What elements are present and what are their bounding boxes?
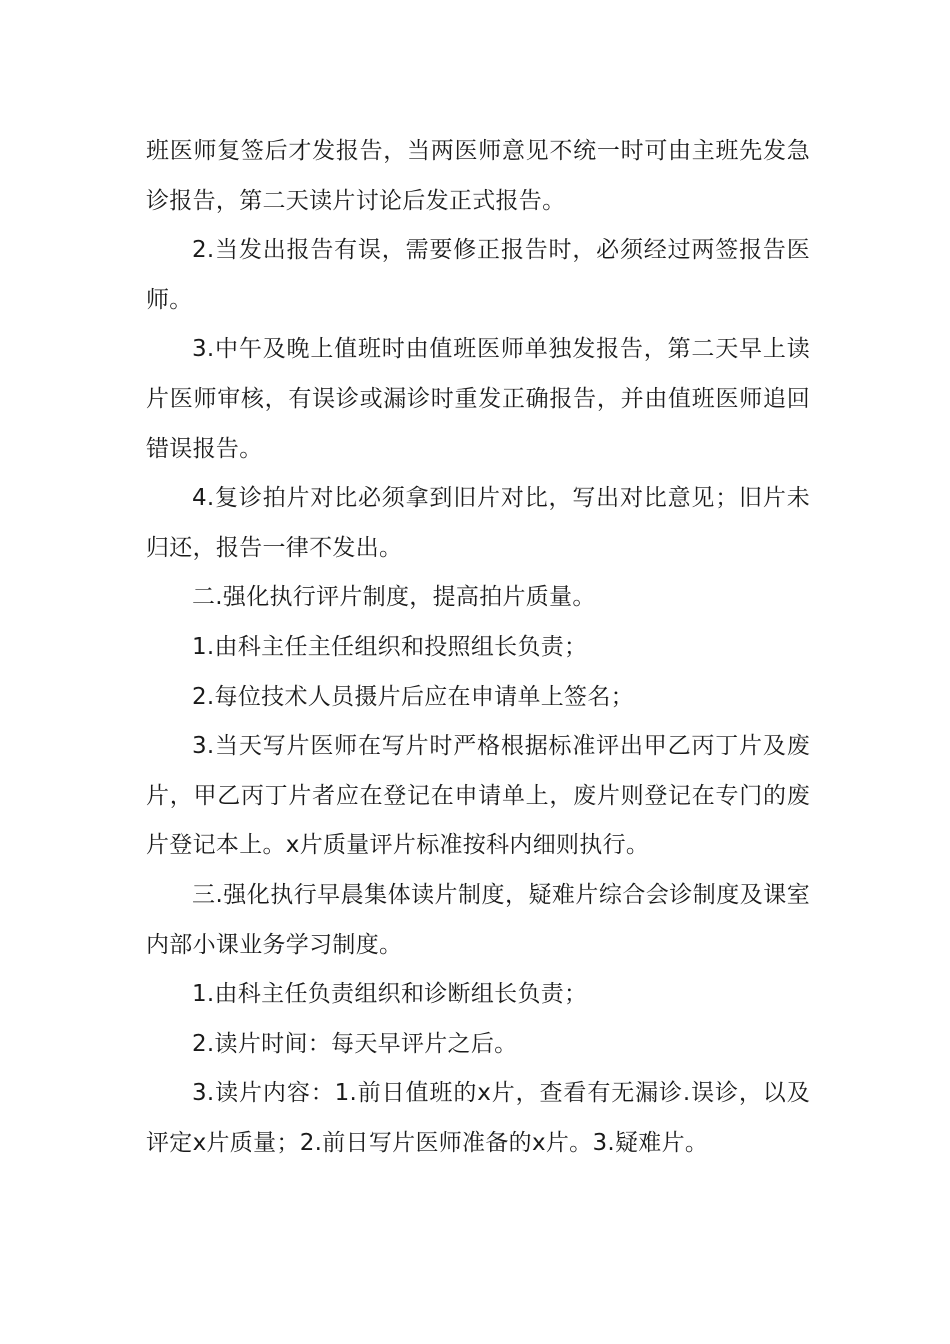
paragraph-s3-item-1: 1.由科主任负责组织和诊断组长负责； (192, 981, 588, 1008)
paragraph-item-2-correction: 2.当发出报告有误，需要修正报告时，必须经过两签报告医师。 (146, 237, 810, 313)
paragraph-s3-item-2: 2.读片时间：每天早评片之后。 (192, 1030, 518, 1057)
section-heading-3: 三.强化执行早晨集体读片制度，疑难片综合会诊制度及课室内部小课业务学习制度。 (146, 881, 810, 958)
document-body (146, 127, 810, 1168)
paragraph-s2-item-1: 1.由科主任主任组织和投照组长负责； (192, 633, 588, 660)
paragraph-continuation: 班医师复签后才发报告，当两医师意见不统一时可由主班先发急诊报告，第二天读片讨论后发正式报告。 (146, 138, 810, 214)
paragraph-item-3-night-duty: 3.中午及晚上值班时由值班医师单独发报告，第二天早上读片医师审核，有误诊或漏诊时重发正确报告，并由值班医师追回错误报告。 (146, 336, 810, 462)
paragraph-s2-item-3: 3.当天写片医师在写片时严格根据标准评出甲乙丙丁片及废片，甲乙丙丁片者应在登记在申请单上，废片则登记在专门的废片登记本上。x片质量评片标准按科内细则执行。 (146, 733, 810, 859)
section-heading-2: 二.强化执行评片制度，提高拍片质量。 (192, 584, 596, 611)
paragraph-item-4-comparison: 4.复诊拍片对比必须拿到旧片对比，写出对比意见；旧片未归还，报告一律不发出。 (146, 485, 810, 561)
paragraph-s3-item-3: 3.读片内容：1.前日值班的x片，查看有无漏诊.误诊，以及评定x片质量；2.前日写片医师准备的x片。3.疑难片。 (146, 1080, 810, 1156)
paragraph-s2-item-2: 2.每位技术人员摄片后应在申请单上签名； (192, 683, 634, 710)
